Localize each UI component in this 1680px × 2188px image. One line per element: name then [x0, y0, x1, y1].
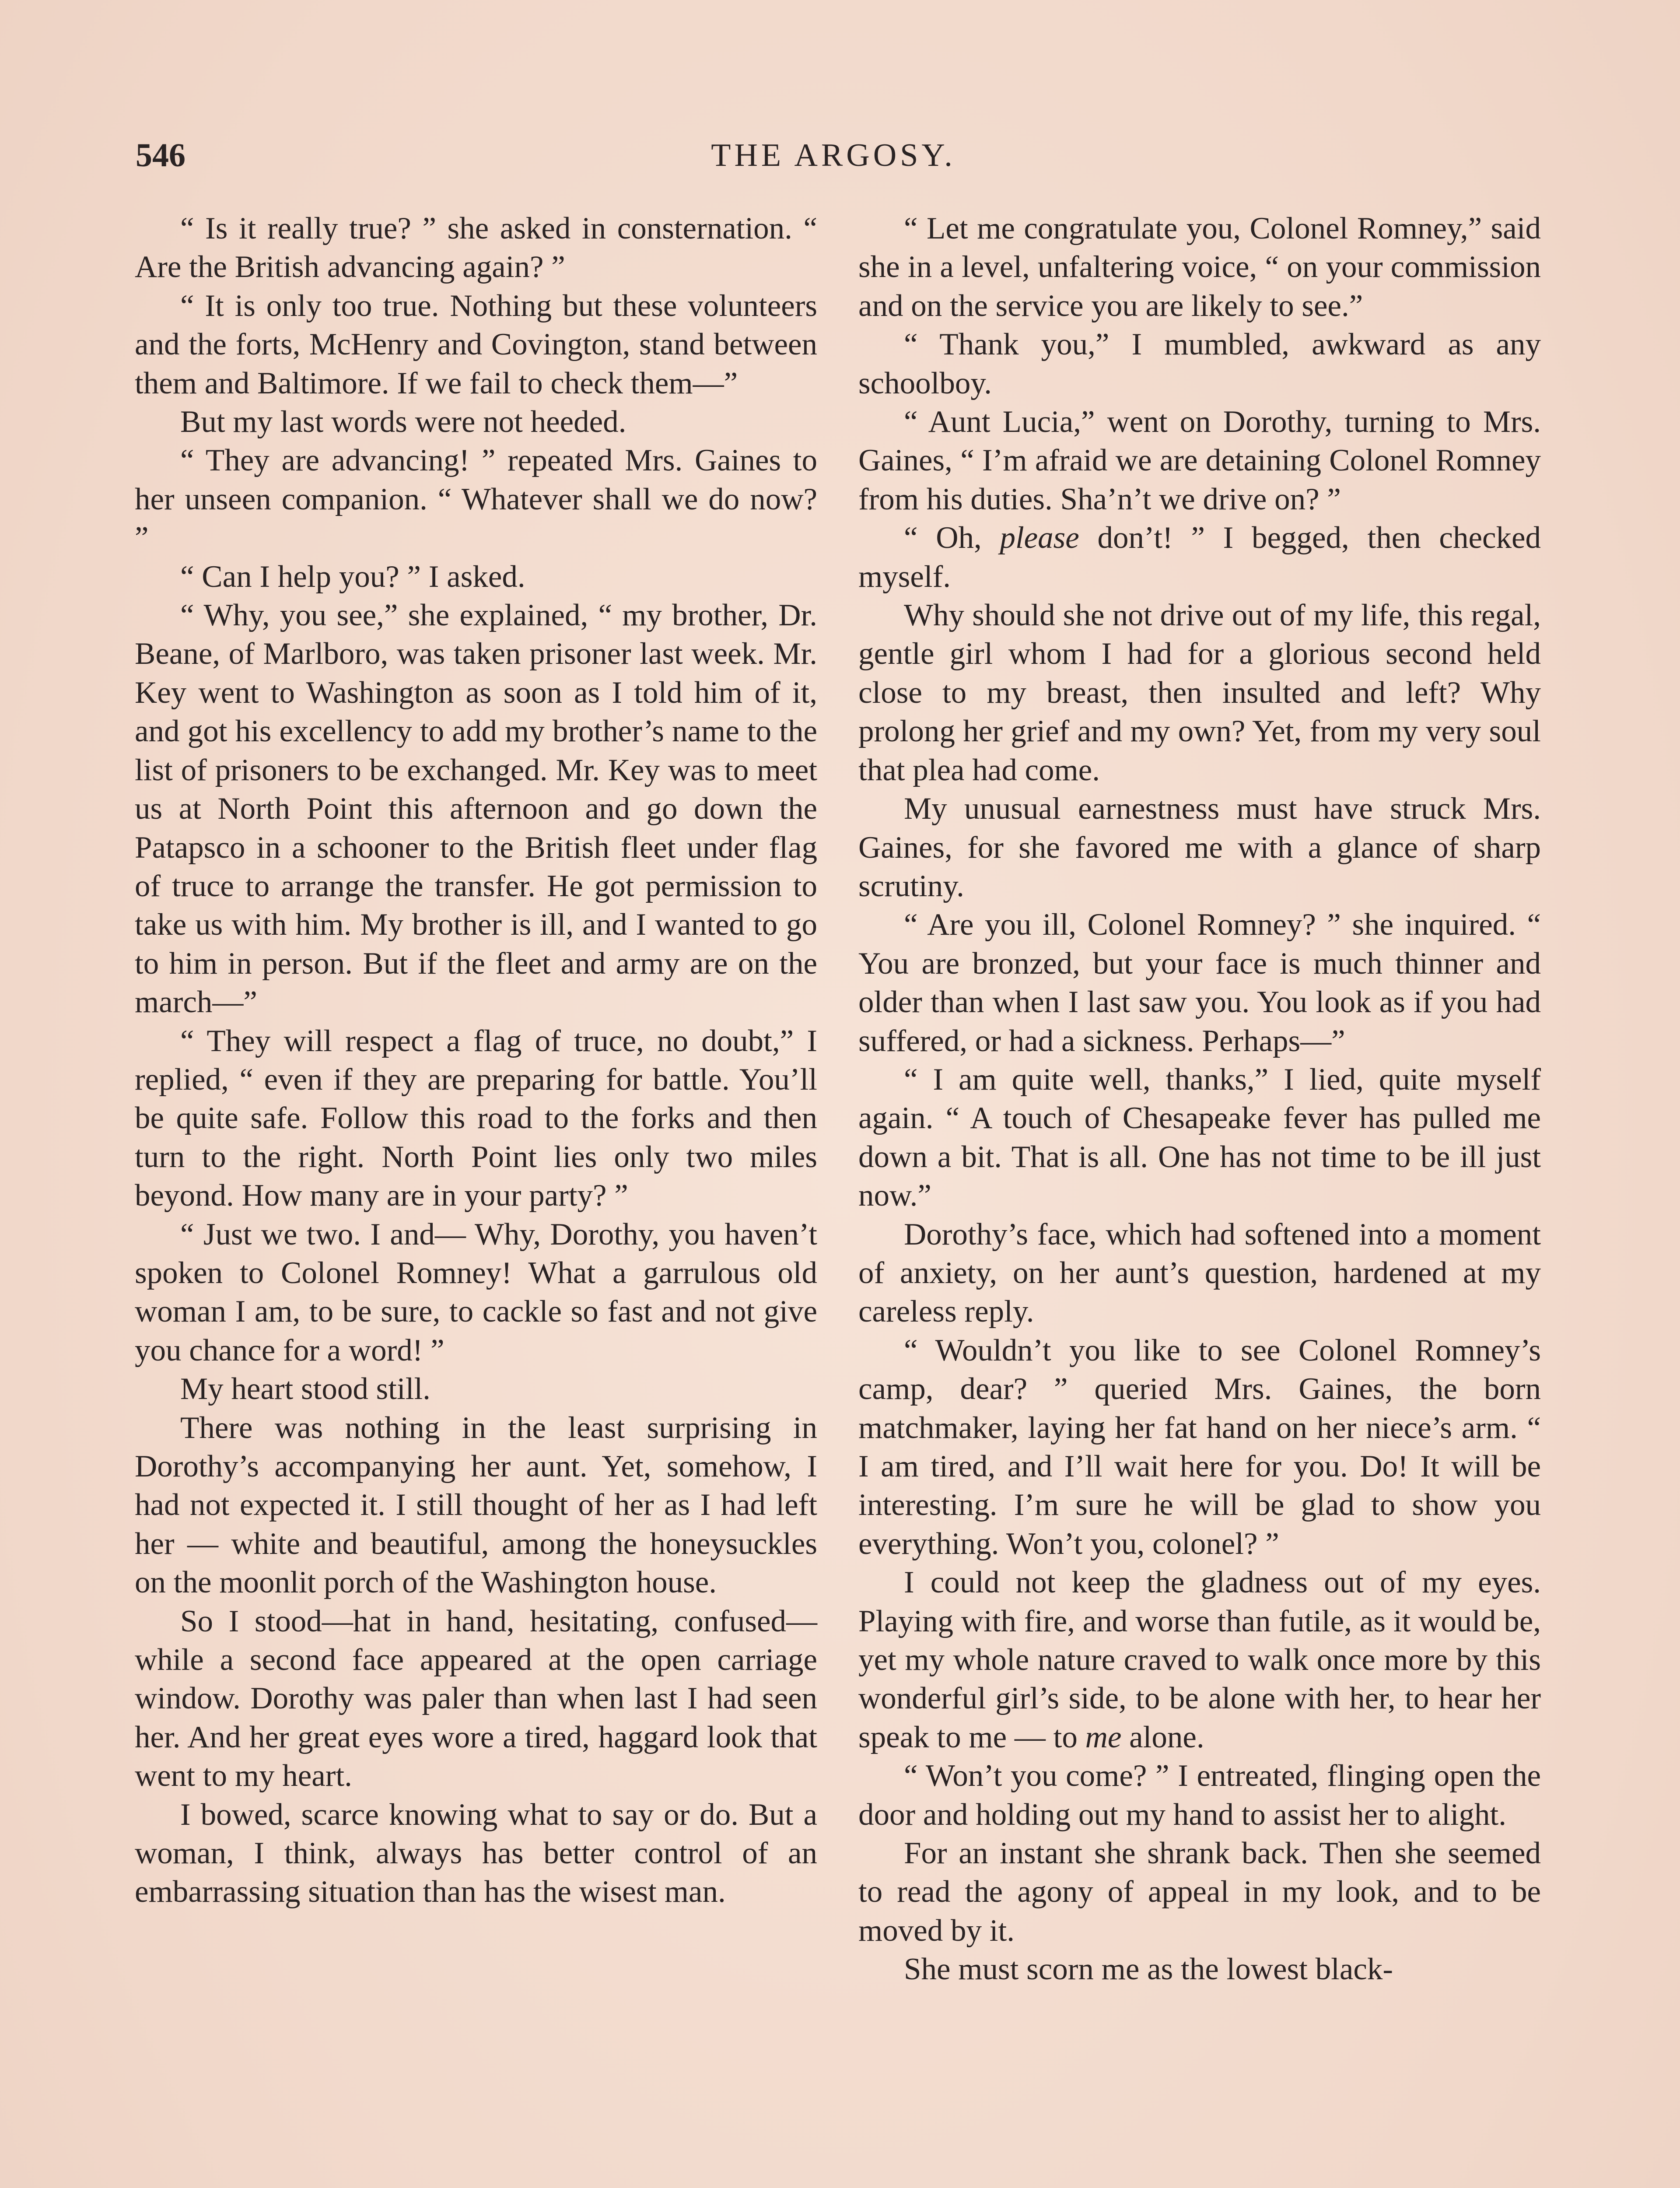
paragraph: [858, 209, 1541, 325]
paragraph-text: “ Let me congratulate you, Colonel Romney,” said she in a level, unfaltering voice, “ on your commission and on the service you are likely to see.”: [858, 211, 1541, 323]
paragraph-text: Why should she not drive out of my life, this regal, gentle girl whom I had for a glorious second held close to my breast, then insulted and left? Why prolong her grief and my own? Yet, from my very soul that plea had come.: [858, 598, 1541, 787]
paragraph-text: “ I am quite well, thanks,” I lied, quite myself again. “ A touch of Chesapeake fever has pulled me down a bit. That is all. One has not time to be ill just now.”: [858, 1062, 1541, 1213]
paragraph: [858, 905, 1541, 1060]
paragraph-text: She must scorn me as the lowest black-: [904, 1952, 1393, 1987]
paragraph: “ Just we two. I and— Why, Dorothy, you haven’t spoken to Colonel Romney! What a garrulous old woman I am, to be sure, to cackle so fast and not give you chance for a word! ”: [135, 1217, 817, 1368]
paragraph-text: alone.: [1121, 1720, 1204, 1754]
paragraph: “ They will respect a flag of truce, no doubt,” I replied, “ even if they are preparing for battle. You’ll be quite safe. Follow this road to the forks and then turn to the right. North Point lies only two miles beyond. How many are in your party? ”: [135, 1024, 817, 1213]
paragraph-text: “ Are you ill, Colonel Romney? ” she inquired. “ You are bronzed, but your face is much thinner and older than when I last saw you. You look as if you had suffered, or had a sickness. Perhaps—”: [858, 908, 1541, 1058]
paragraph: [858, 1757, 1541, 1834]
paragraph: [858, 1950, 1541, 1988]
page-number: 546: [136, 137, 186, 174]
paragraph-text: I could not keep the gladness out of my eyes. Playing with fire, and worse than futile, as it would be, yet my whole nature craved to walk once more by this wonderful girl’s side, to be alone with her, to hear her speak to me — to: [858, 1565, 1541, 1754]
right-column: [858, 209, 1541, 1989]
paragraph: [858, 1331, 1541, 1563]
paragraph: “ It is only too true. Nothing but these volunteers and the forts, McHenry and Covington, stand between them and Baltimore. If we fail to check them—”: [135, 288, 817, 400]
paragraph: [858, 1834, 1541, 1950]
paragraph-text: Dorothy’s face, which had softened into a moment of anxiety, on her aunt’s question, hardened at my careless reply.: [858, 1217, 1541, 1329]
paragraph: [858, 403, 1541, 519]
paragraph: My heart stood still.: [180, 1372, 430, 1406]
paragraph-text: “ Thank you,” I mumbled, awkward as any schoolboy.: [858, 327, 1541, 400]
paragraph: [858, 789, 1541, 905]
paragraph-text: “ Wouldn’t you like to see Colonel Romney’s camp, dear? ” queried Mrs. Gaines, the born matchmaker, laying her fat hand on her niece’s arm. “ I am tired, and I’ll wait here for you. Do! It will be interesting. I’m sure he will be glad to show you everything. Won’t you, colonel? ”: [858, 1333, 1541, 1561]
paragraph: “ Can I help you? ” I asked.: [180, 559, 525, 594]
paragraph-text: My unusual earnestness must have struck Mrs. Gaines, for she favored me with a glance of sharp scrutiny.: [858, 792, 1541, 903]
paragraph: “ They are advancing! ” repeated Mrs. Gaines to her unseen companion. “ Whatever shall we do now? ”: [135, 443, 817, 555]
emphasis: me: [1085, 1720, 1122, 1754]
running-title: THE ARGOSY.: [711, 137, 956, 173]
left-column: [135, 209, 817, 1911]
paragraph: [858, 519, 1541, 596]
paragraph: [858, 1563, 1541, 1757]
paragraph-text: “ Aunt Lucia,” went on Dorothy, turning to Mrs. Gaines, “ I’m afraid we are detaining Colonel Romney from his duties. Sha’n’t we drive on? ”: [858, 405, 1541, 516]
paragraph: [858, 1215, 1541, 1331]
paragraph-text: “ Won’t you come? ” I entreated, flinging open the door and holding out my hand to assist her to alight.: [858, 1759, 1541, 1832]
paragraph-text: “ Oh,: [904, 521, 1000, 555]
paragraph: “ Why, you see,” she explained, “ my brother, Dr. Beane, of Marlboro, was taken prisoner last week. Mr. Key went to Washington as soon as I told him of it, and got his excellency to add my brother’s name to the list of prisoners to be exchanged. Mr. Key was to meet us at North Point this afternoon and go down the Patapsco in a schooner to the British fleet under flag of truce to arrange the transfer. He got permission to take us with him. My brother is ill, and I wanted to go to him in person. But if the fleet and army are on the march—”: [135, 598, 817, 1020]
paragraph: There was nothing in the least surprising in Dorothy’s accompanying her aunt. Yet, somehow, I had not expected it. I still thought of her as I had left her — white and beautiful, among the honeysuckles on the moonlit porch of the Washington house.: [135, 1410, 817, 1600]
paragraph-text: don’t! ” I begged, then checked myself.: [858, 521, 1541, 594]
paragraph: [858, 1060, 1541, 1215]
paragraph: I bowed, scarce knowing what to say or do. But a woman, I think, always has better control of an embarrassing situation than has the wisest man.: [135, 1797, 817, 1909]
paragraph: But my last words were not heeded.: [180, 405, 626, 439]
paragraph: [858, 596, 1541, 789]
paragraph: So I stood—hat in hand, hesitating, confused—while a second face appeared at the open carriage window. Dorothy was paler than when last I had seen her. And her great eyes wore a tired, haggard look that went to my heart.: [135, 1604, 817, 1793]
paragraph: “ Is it really true? ” she asked in consternation. “ Are the British advancing again? ”: [135, 211, 817, 284]
emphasis: please: [1000, 521, 1079, 555]
paragraph-text: For an instant she shrank back. Then she seemed to read the agony of appeal in my look, and to be moved by it.: [858, 1836, 1541, 1948]
paragraph: [858, 325, 1541, 403]
running-head: [136, 131, 1531, 179]
